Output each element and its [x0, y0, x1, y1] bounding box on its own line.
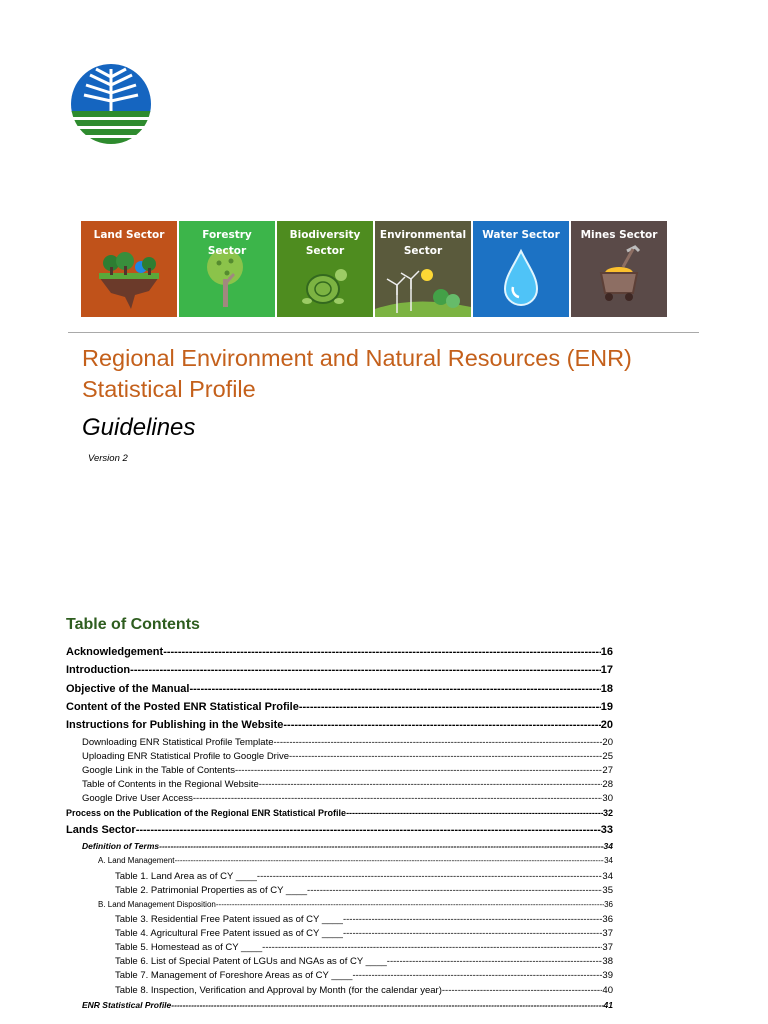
- sector-label: Environmental Sector: [379, 229, 467, 257]
- toc-dot-leader: [189, 683, 600, 695]
- toc-entry-page: 33: [600, 824, 613, 836]
- toc-dot-leader: [257, 871, 603, 882]
- toc-entry-page: 36: [604, 900, 613, 909]
- toc-dot-leader: [136, 824, 601, 836]
- toc-entry[interactable]: [115, 956, 613, 967]
- toc-entry-title: Table of Contents in the Regional Website: [82, 779, 259, 790]
- sector-label: Water Sector: [482, 229, 560, 241]
- toc-dot-leader: [299, 701, 601, 713]
- toc-heading: Table of Contents: [66, 616, 200, 633]
- toc-entry[interactable]: [82, 751, 613, 762]
- toc-entry-page: 37: [602, 928, 613, 939]
- toc-dot-leader: [289, 751, 602, 762]
- toc-entry-title: Table 8. Inspection, Verification and Approval by Month (for the calendar year): [115, 985, 442, 996]
- toc-dot-leader: [307, 885, 602, 896]
- toc-entry[interactable]: [66, 664, 613, 676]
- toc-entry[interactable]: [115, 985, 613, 996]
- toc-entry-page: 34: [604, 856, 613, 865]
- toc-entry-page: 34: [602, 871, 613, 882]
- toc-dot-leader: [343, 928, 602, 939]
- toc-entry[interactable]: [115, 914, 613, 925]
- toc-entry[interactable]: [115, 928, 613, 939]
- toc-dot-leader: [159, 841, 603, 851]
- toc-entry[interactable]: [66, 683, 613, 695]
- toc-entry[interactable]: [98, 900, 613, 909]
- toc-entry[interactable]: [66, 824, 613, 836]
- toc-entry[interactable]: [115, 942, 613, 953]
- toc-entry-title: Table 3. Residential Free Patent issued as of CY ____: [115, 914, 343, 925]
- toc-dot-leader: [171, 1000, 603, 1010]
- toc-entry[interactable]: [66, 808, 613, 818]
- toc-dot-leader: [343, 914, 602, 925]
- agency-leaf-logo-icon: [70, 63, 152, 145]
- toc-entry[interactable]: [82, 793, 613, 804]
- toc-entry-title: Google Link in the Table of Contents: [82, 765, 235, 776]
- toc-entry-title: Introduction: [66, 664, 131, 676]
- toc-entry-page: 36: [602, 914, 613, 925]
- toc-entry[interactable]: [66, 719, 613, 731]
- toc-entry-page: 19: [600, 701, 613, 713]
- toc-entry-title: Table 1. Land Area as of CY ____: [115, 871, 257, 882]
- toc-entry[interactable]: [82, 841, 613, 851]
- toc-dot-leader: [216, 900, 604, 909]
- toc-dot-leader: [163, 646, 601, 658]
- toc-entry-page: 35: [602, 885, 613, 896]
- sector-label: Biodiversity Sector: [289, 229, 361, 257]
- toc-entry-page: 18: [600, 683, 613, 695]
- toc-entry-page: 38: [602, 956, 613, 967]
- sector-tile-mines: [571, 221, 667, 317]
- sector-tile-biodiversity: [277, 221, 373, 317]
- toc-entry-title: Table 5. Homestead as of CY ____: [115, 942, 263, 953]
- toc-entry-page: 40: [602, 985, 613, 996]
- toc-entry-page: 28: [602, 779, 613, 790]
- toc-entry-page: 16: [600, 646, 613, 658]
- toc-entry-title: Objective of the Manual: [66, 683, 190, 695]
- toc-entry[interactable]: [82, 765, 613, 776]
- sector-tile-environmental: [375, 221, 471, 317]
- toc-entry-page: 41: [603, 1000, 613, 1010]
- toc-entry[interactable]: [82, 737, 613, 748]
- toc-entry-title: A. Land Management: [98, 856, 175, 865]
- toc-entry-title: ENR Statistical Profile: [82, 1000, 172, 1010]
- toc-entry[interactable]: [66, 646, 613, 658]
- toc-entry[interactable]: [98, 856, 613, 865]
- sector-tile-water: [473, 221, 569, 317]
- toc-entry-title: Downloading ENR Statistical Profile Template: [82, 737, 274, 748]
- toc-entry-title: Process on the Publication of the Regional ENR Statistical Profile: [66, 808, 347, 818]
- toc-entry-title: B. Land Management Disposition: [98, 900, 216, 909]
- toc-entry-page: 34: [603, 841, 613, 851]
- document-version: Version 2: [88, 453, 128, 464]
- document-title: Regional Environment and Natural Resources (ENR) Statistical Profile: [82, 345, 632, 402]
- toc-entry-page: 30: [602, 793, 613, 804]
- sector-label: Forestry Sector: [202, 229, 252, 257]
- sector-tile-land: [81, 221, 177, 317]
- toc-entry[interactable]: [66, 701, 613, 713]
- toc-entry-title: Table 7. Management of Foreshore Areas as of CY ____: [115, 970, 353, 981]
- sector-label: Mines Sector: [580, 229, 658, 241]
- sector-tile-forestry: [179, 221, 275, 317]
- toc-entry-title: Lands Sector: [66, 824, 136, 836]
- toc-dot-leader: [274, 737, 603, 748]
- toc-entry-title: Table 2. Patrimonial Properties as of CY ____: [115, 885, 308, 896]
- sector-banner: [81, 221, 667, 317]
- toc-entry-page: 37: [602, 942, 613, 953]
- toc-entry-title: Definition of Terms: [82, 841, 160, 851]
- sector-label: Land Sector: [93, 229, 165, 241]
- toc-dot-leader: [259, 779, 603, 790]
- toc-entry-page: 25: [602, 751, 613, 762]
- toc-entry[interactable]: [82, 779, 613, 790]
- agency-logo: [70, 63, 152, 145]
- horizontal-divider: [68, 332, 699, 333]
- toc-entry-page: 39: [602, 970, 613, 981]
- toc-dot-leader: [352, 970, 602, 981]
- document-subtitle: Guidelines: [82, 414, 196, 441]
- toc-dot-leader: [346, 808, 603, 818]
- toc-dot-leader: [283, 719, 600, 731]
- toc-entry-page: 27: [602, 765, 613, 776]
- toc-entry-title: Google Drive User Access: [82, 793, 193, 804]
- toc-dot-leader: [387, 956, 603, 967]
- toc-entry-title: Content of the Posted ENR Statistical Profile: [66, 701, 299, 713]
- toc-entry-title: Table 4. Agricultural Free Patent issued as of CY ____: [115, 928, 343, 939]
- toc-entry-title: Instructions for Publishing in the Website: [66, 719, 284, 731]
- toc-dot-leader: [442, 985, 603, 996]
- toc-entry[interactable]: [115, 871, 613, 882]
- toc-dot-leader: [235, 765, 602, 776]
- toc-entry-title: Table 6. List of Special Patent of LGUs and NGAs as of CY ____: [115, 956, 387, 967]
- toc-dot-leader: [262, 942, 602, 953]
- toc-dot-leader: [193, 793, 603, 804]
- toc-entry[interactable]: [82, 1000, 613, 1010]
- toc-dot-leader: [130, 664, 601, 676]
- toc-entry-title: Uploading ENR Statistical Profile to Google Drive: [82, 751, 289, 762]
- toc-entry-page: 20: [602, 737, 613, 748]
- toc-entry-page: 20: [600, 719, 613, 731]
- toc-entry[interactable]: [115, 970, 613, 981]
- toc-entry-title: Acknowledgement: [66, 646, 164, 658]
- toc-dot-leader: [175, 856, 605, 865]
- toc-entry-page: 17: [600, 664, 613, 676]
- toc-entry[interactable]: [115, 885, 613, 896]
- toc-entry-page: 32: [602, 808, 613, 818]
